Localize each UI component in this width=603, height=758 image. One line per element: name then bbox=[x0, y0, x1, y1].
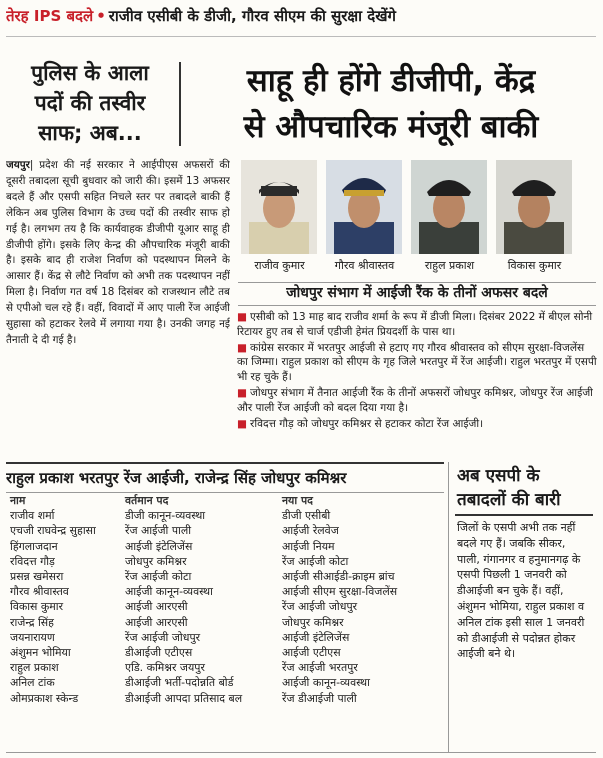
table-cell: जोधपुर कमिश्नर bbox=[125, 554, 187, 568]
side-headline-line: पुलिस के आला bbox=[31, 61, 149, 85]
table-cell: एडि. कमिश्नर जयपुर bbox=[125, 661, 205, 675]
table-cell: डीजी कानून-व्यवस्था bbox=[125, 509, 206, 523]
sp-transfer-box bbox=[448, 462, 597, 752]
table-cell: विकास कुमार bbox=[10, 600, 64, 614]
photo-gaurav-srivastava bbox=[326, 160, 402, 254]
story-body bbox=[6, 158, 230, 474]
table-cell: आईजी रेलवेज bbox=[282, 524, 339, 538]
story-dateline: जयपुर bbox=[6, 159, 30, 171]
table-cell: आईजी इंटेलिजेंस bbox=[125, 539, 193, 553]
bullet-item: ■ एसीबी को 13 माह बाद राजीव शर्मा के रूप में डीजी मिला। दिसंबर 2022 में बीएल सोनी रिटायर हुए तब से चार्ज एडीजी हेमंत प्रियदर्शी के पास था। bbox=[237, 311, 593, 338]
side-headline-line: साफ; अब... bbox=[38, 121, 142, 145]
photo-vikas-kumar bbox=[496, 160, 572, 254]
officer-portrait-icon bbox=[411, 160, 487, 254]
column-header: नाम bbox=[10, 494, 26, 507]
table-cell: राजीव शर्मा bbox=[10, 509, 55, 523]
table-cell: रेंज आईजी जोधपुर bbox=[282, 600, 358, 614]
bullet-icon: ■ bbox=[237, 386, 248, 399]
table-cell: आईजी सीआईडी-क्राइम ब्रांच bbox=[282, 570, 395, 584]
table-cell: डीआईजी भर्ती-पदोन्नति बोर्ड bbox=[125, 676, 234, 690]
table-cell: रेंज आईजी कोटा bbox=[282, 554, 349, 568]
bullet-icon: ■ bbox=[237, 311, 248, 323]
table-cell: राजेन्द्र सिंह bbox=[10, 615, 54, 629]
table-cell: एचजी राघवेन्द्र सुहासा bbox=[10, 524, 96, 538]
table-cell: आईजी आरएसी bbox=[125, 615, 188, 629]
table-column-new bbox=[282, 493, 444, 706]
kicker-label: तेरह IPS बदले bbox=[6, 7, 94, 25]
bullet-icon: ■ bbox=[237, 417, 248, 430]
photo-caption: विकास कुमार bbox=[507, 259, 562, 272]
table-cell: रविदत्त गौड़ bbox=[10, 554, 55, 568]
officer-portrait-icon bbox=[241, 160, 317, 254]
divider bbox=[455, 514, 593, 516]
table-cell: प्रसन्न खमेसरा bbox=[10, 570, 64, 584]
table-cell: डीआईजी एटीएस bbox=[125, 646, 193, 660]
table-cell: रेंज डीआईजी पाली bbox=[282, 691, 357, 705]
table-cell: आईजी आरएसी bbox=[125, 600, 188, 614]
table-cell: डीजी एसीबी bbox=[282, 509, 331, 523]
kicker-text: राजीव एसीबी के डीजी, गौरव सीएम की सुरक्षा देखेंगे bbox=[108, 7, 396, 25]
photo-rahul-prakash bbox=[411, 160, 487, 254]
table-cell: ओमप्रकाश स्केन्ड bbox=[10, 691, 79, 705]
divider bbox=[6, 36, 596, 37]
table-cell: रेंज आईजी कोटा bbox=[125, 570, 192, 584]
photo-rajeev-kumar bbox=[241, 160, 317, 254]
photo-caption: गौरव श्रीवास्तव bbox=[334, 259, 395, 272]
table-cell: आईजी सीएम सुरक्षा-विजलेंस bbox=[282, 585, 398, 599]
bullet-item: ■ रविदत्त गौड़ को जोधपुर कमिश्नर से हटाकर कोटा रेंज आईजी। bbox=[237, 417, 484, 430]
side-headline bbox=[6, 58, 174, 154]
table-cell: आईजी एटीएस bbox=[282, 646, 341, 660]
table-cell: जोधपुर कमिश्नर bbox=[282, 615, 344, 629]
headline-divider bbox=[179, 62, 181, 146]
box-text: जिलों के एसपी अभी तक नहीं बदले गए हैं। जबकि सीकर, पाली, गंगानगर व हनुमानगढ़ के एसपी पिछली 1 जनवरी को डीआईजी बन चुके हैं। वहीं, अंशुमन भोमिया, राहुल प्रकाश व अनिल टांक इसी साल 1 जनवरी को डीआईजी से पदोन्नत होकर आईजी बने थे। bbox=[457, 521, 585, 661]
table-cell: आईजी कानून-व्यवस्था bbox=[282, 676, 370, 690]
column-header: वर्तमान पद bbox=[125, 494, 169, 507]
table-cell: गौरव श्रीवास्तव bbox=[10, 585, 69, 599]
top-kicker-line bbox=[6, 6, 596, 30]
table-cell: डीआईजी आपदा प्रतिसाद बल bbox=[125, 691, 243, 705]
main-headline bbox=[185, 58, 597, 154]
story-text: | प्रदेश की नई सरकार ने आईपीएस अफसरों की दूसरी तबादला सूची बुधवार को जारी की। इसमें 13 अफसर बदले हैं और एसपी सहित निचले स्तर पर तबादले बाकी हैं लेकिन अब पुलिस विभाग के उच्च पदों की तस्वीर साफ हो गई है। लगभग तय है कि कार्यवाहक डीजीपी यूआर साहू ही डीजीपी होंगे। इसके लिए केन्द्र की औपचारिक मंजूरी बाकी है। इसके बाद ही राजेश निर्वाण को पदस्थापन मिलने के आसार हैं। केंद्र से लौटे निर्वाण को अभी तक पदस्थापन नहीं मिला है। निर्वाण गत वर्ष 18 दिसंबर को राजस्थान लौटे तब से एपीओ चल रहे हैं। वहीं, विवादों में आए पाली रेंज आईजी सुहासा को हटाकर रेलवे में लगाया गया है। उनकी जगह नई तैनाती दे दी गई है। bbox=[6, 159, 230, 346]
table-headline: राहुल प्रकाश भरतपुर रेंज आईजी, राजेन्द्र सिंह जोधपुर कमिश्नर bbox=[6, 462, 444, 493]
officer-portrait-icon bbox=[326, 160, 402, 254]
photo-subheadline: जोधपुर संभाग में आईजी रैंक के तीनों अफसर बदले bbox=[238, 282, 596, 306]
table-cell: रेंज आईजी पाली bbox=[125, 524, 192, 538]
table-cell: जयनारायण bbox=[10, 630, 55, 644]
table-column-current bbox=[125, 493, 283, 706]
bullet-icon: ■ bbox=[237, 341, 248, 354]
column-header: नया पद bbox=[282, 494, 313, 507]
table-cell: आईजी इंटेलिजेंस bbox=[282, 630, 350, 644]
officer-portrait-icon bbox=[496, 160, 572, 254]
side-headline-line: पदों की तस्वीर bbox=[34, 91, 146, 115]
table-cell: अंशुमन भोमिया bbox=[10, 646, 71, 660]
photo-caption: राहुल प्रकाश bbox=[424, 259, 475, 272]
divider bbox=[6, 752, 596, 753]
table-cell: रेंज आईजी जोधपुर bbox=[125, 630, 201, 644]
table-cell: हिंगलाजदान bbox=[10, 539, 58, 553]
main-headline-line: से औपचारिक मंजूरी बाकी bbox=[243, 109, 539, 145]
box-headline: अब एसपी के तबादलों की बारी bbox=[457, 466, 561, 510]
table-cell: आईजी कानून-व्यवस्था bbox=[125, 585, 213, 599]
photo-caption: राजीव कुमार bbox=[254, 259, 305, 272]
table-cell: रेंज आईजी भरतपुर bbox=[282, 661, 358, 675]
main-headline-line: साहू ही होंगे डीजीपी, केंद्र bbox=[246, 63, 536, 99]
table-cell: आईजी नियम bbox=[282, 539, 335, 553]
table-column-name bbox=[10, 493, 120, 706]
bullet-list bbox=[237, 310, 597, 460]
kicker-bullet: • bbox=[96, 7, 106, 25]
table-cell: अनिल टांक bbox=[10, 676, 55, 690]
bullet-item: ■ जोधपुर संभाग में तैनात आईजी रैंक के तीनों अफसरों जोधपुर कमिश्नर, जोधपुर रेंज आईजी और पाली रेंज आईजी को बदल दिया गया है। bbox=[237, 386, 593, 414]
bullet-item: ■ कांग्रेस सरकार में भरतपुर आईजी से हटाए गए गौरव श्रीवास्तव को सीएम सुरक्षा-विजलेंस का जिम्मा। राहुल प्रकाश को सीएम के गृह जिले भरतपुर में रेंज आईजी। राहुल भरतपुर में एसपी भी रह चुके हैं। bbox=[237, 341, 597, 384]
table-cell: राहुल प्रकाश bbox=[10, 661, 59, 675]
